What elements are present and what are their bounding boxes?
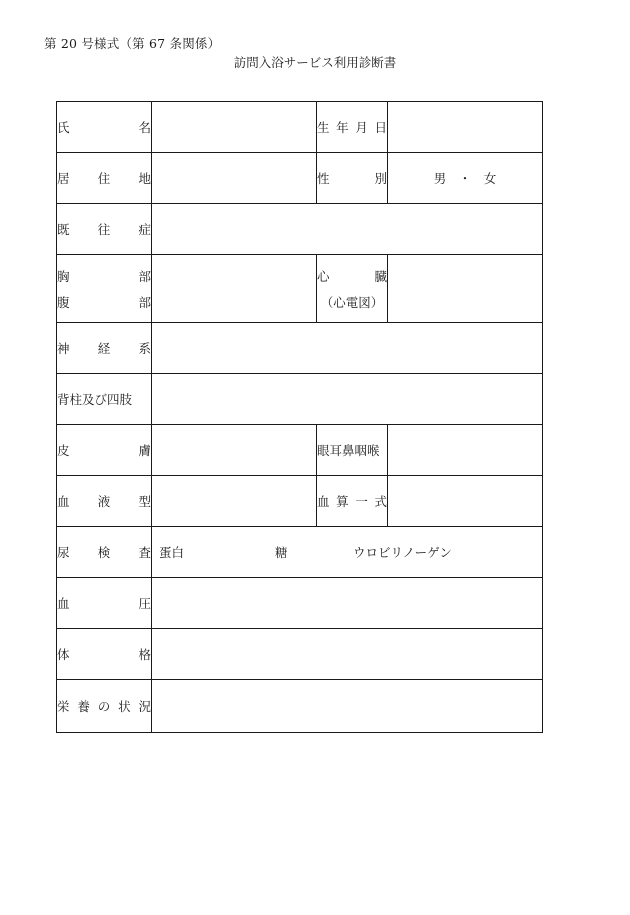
label-medical-history: 既 往 症 <box>57 204 152 255</box>
row-name <box>57 102 543 153</box>
form-number: 第 20 号様式（第 67 条関係） <box>44 36 221 51</box>
label-blood-type: 血 液 型 <box>57 476 152 527</box>
spine-limbs-field[interactable] <box>152 374 543 425</box>
physique-field[interactable] <box>152 629 543 680</box>
label-urinalysis: 尿 検 査 <box>57 527 152 578</box>
row-skin <box>57 425 543 476</box>
label-name: 氏 名 <box>57 102 152 153</box>
row-chest-abdomen <box>57 255 543 323</box>
label-spine-limbs: 背柱及び四肢 <box>57 374 152 425</box>
residence-field[interactable] <box>152 153 317 204</box>
label-birthdate: 生 年 月 日 <box>317 102 388 153</box>
label-nervous-system: 神 経 系 <box>57 323 152 374</box>
row-blood-pressure <box>57 578 543 629</box>
urine-urobilinogen: ウロビリノーゲン <box>353 545 452 560</box>
label-chest-abdomen: 胸 部 腹 部 <box>57 255 152 323</box>
label-blood-pressure: 血 圧 <box>57 578 152 629</box>
heart-field[interactable] <box>388 255 543 323</box>
blood-count-field[interactable] <box>388 476 543 527</box>
row-medical-history <box>57 204 543 255</box>
skin-field[interactable] <box>152 425 317 476</box>
label-ent: 眼耳鼻咽喉 <box>317 425 388 476</box>
sex-options[interactable]: 男 ・ 女 <box>388 153 543 204</box>
label-sex: 性 別 <box>317 153 388 204</box>
urinalysis-field[interactable] <box>152 527 543 578</box>
document-title: 訪問入浴サービス利用診断書 <box>233 55 397 70</box>
row-spine-limbs <box>57 374 543 425</box>
diagnosis-form-table <box>56 101 543 733</box>
name-field[interactable] <box>152 102 317 153</box>
label-heart: 心 臓 （心電図） <box>317 255 388 323</box>
row-nervous-system <box>57 323 543 374</box>
row-residence <box>57 153 543 204</box>
row-nutrition <box>57 680 543 733</box>
medical-history-field[interactable] <box>152 204 543 255</box>
label-residence: 居 住 地 <box>57 153 152 204</box>
label-skin: 皮 膚 <box>57 425 152 476</box>
nervous-system-field[interactable] <box>152 323 543 374</box>
urine-protein: 蛋白 <box>159 545 185 560</box>
row-urinalysis <box>57 527 543 578</box>
row-blood-type <box>57 476 543 527</box>
ent-field[interactable] <box>388 425 543 476</box>
chest-abdomen-field[interactable] <box>152 255 317 323</box>
nutrition-field[interactable] <box>152 680 543 733</box>
birthdate-field[interactable] <box>388 102 543 153</box>
label-blood-count: 血 算 一 式 <box>317 476 388 527</box>
row-physique <box>57 629 543 680</box>
label-physique: 体 格 <box>57 629 152 680</box>
blood-pressure-field[interactable] <box>152 578 543 629</box>
label-nutrition: 栄 養 の 状 況 <box>57 680 152 733</box>
urine-sugar: 糖 <box>275 545 288 560</box>
blood-type-field[interactable] <box>152 476 317 527</box>
